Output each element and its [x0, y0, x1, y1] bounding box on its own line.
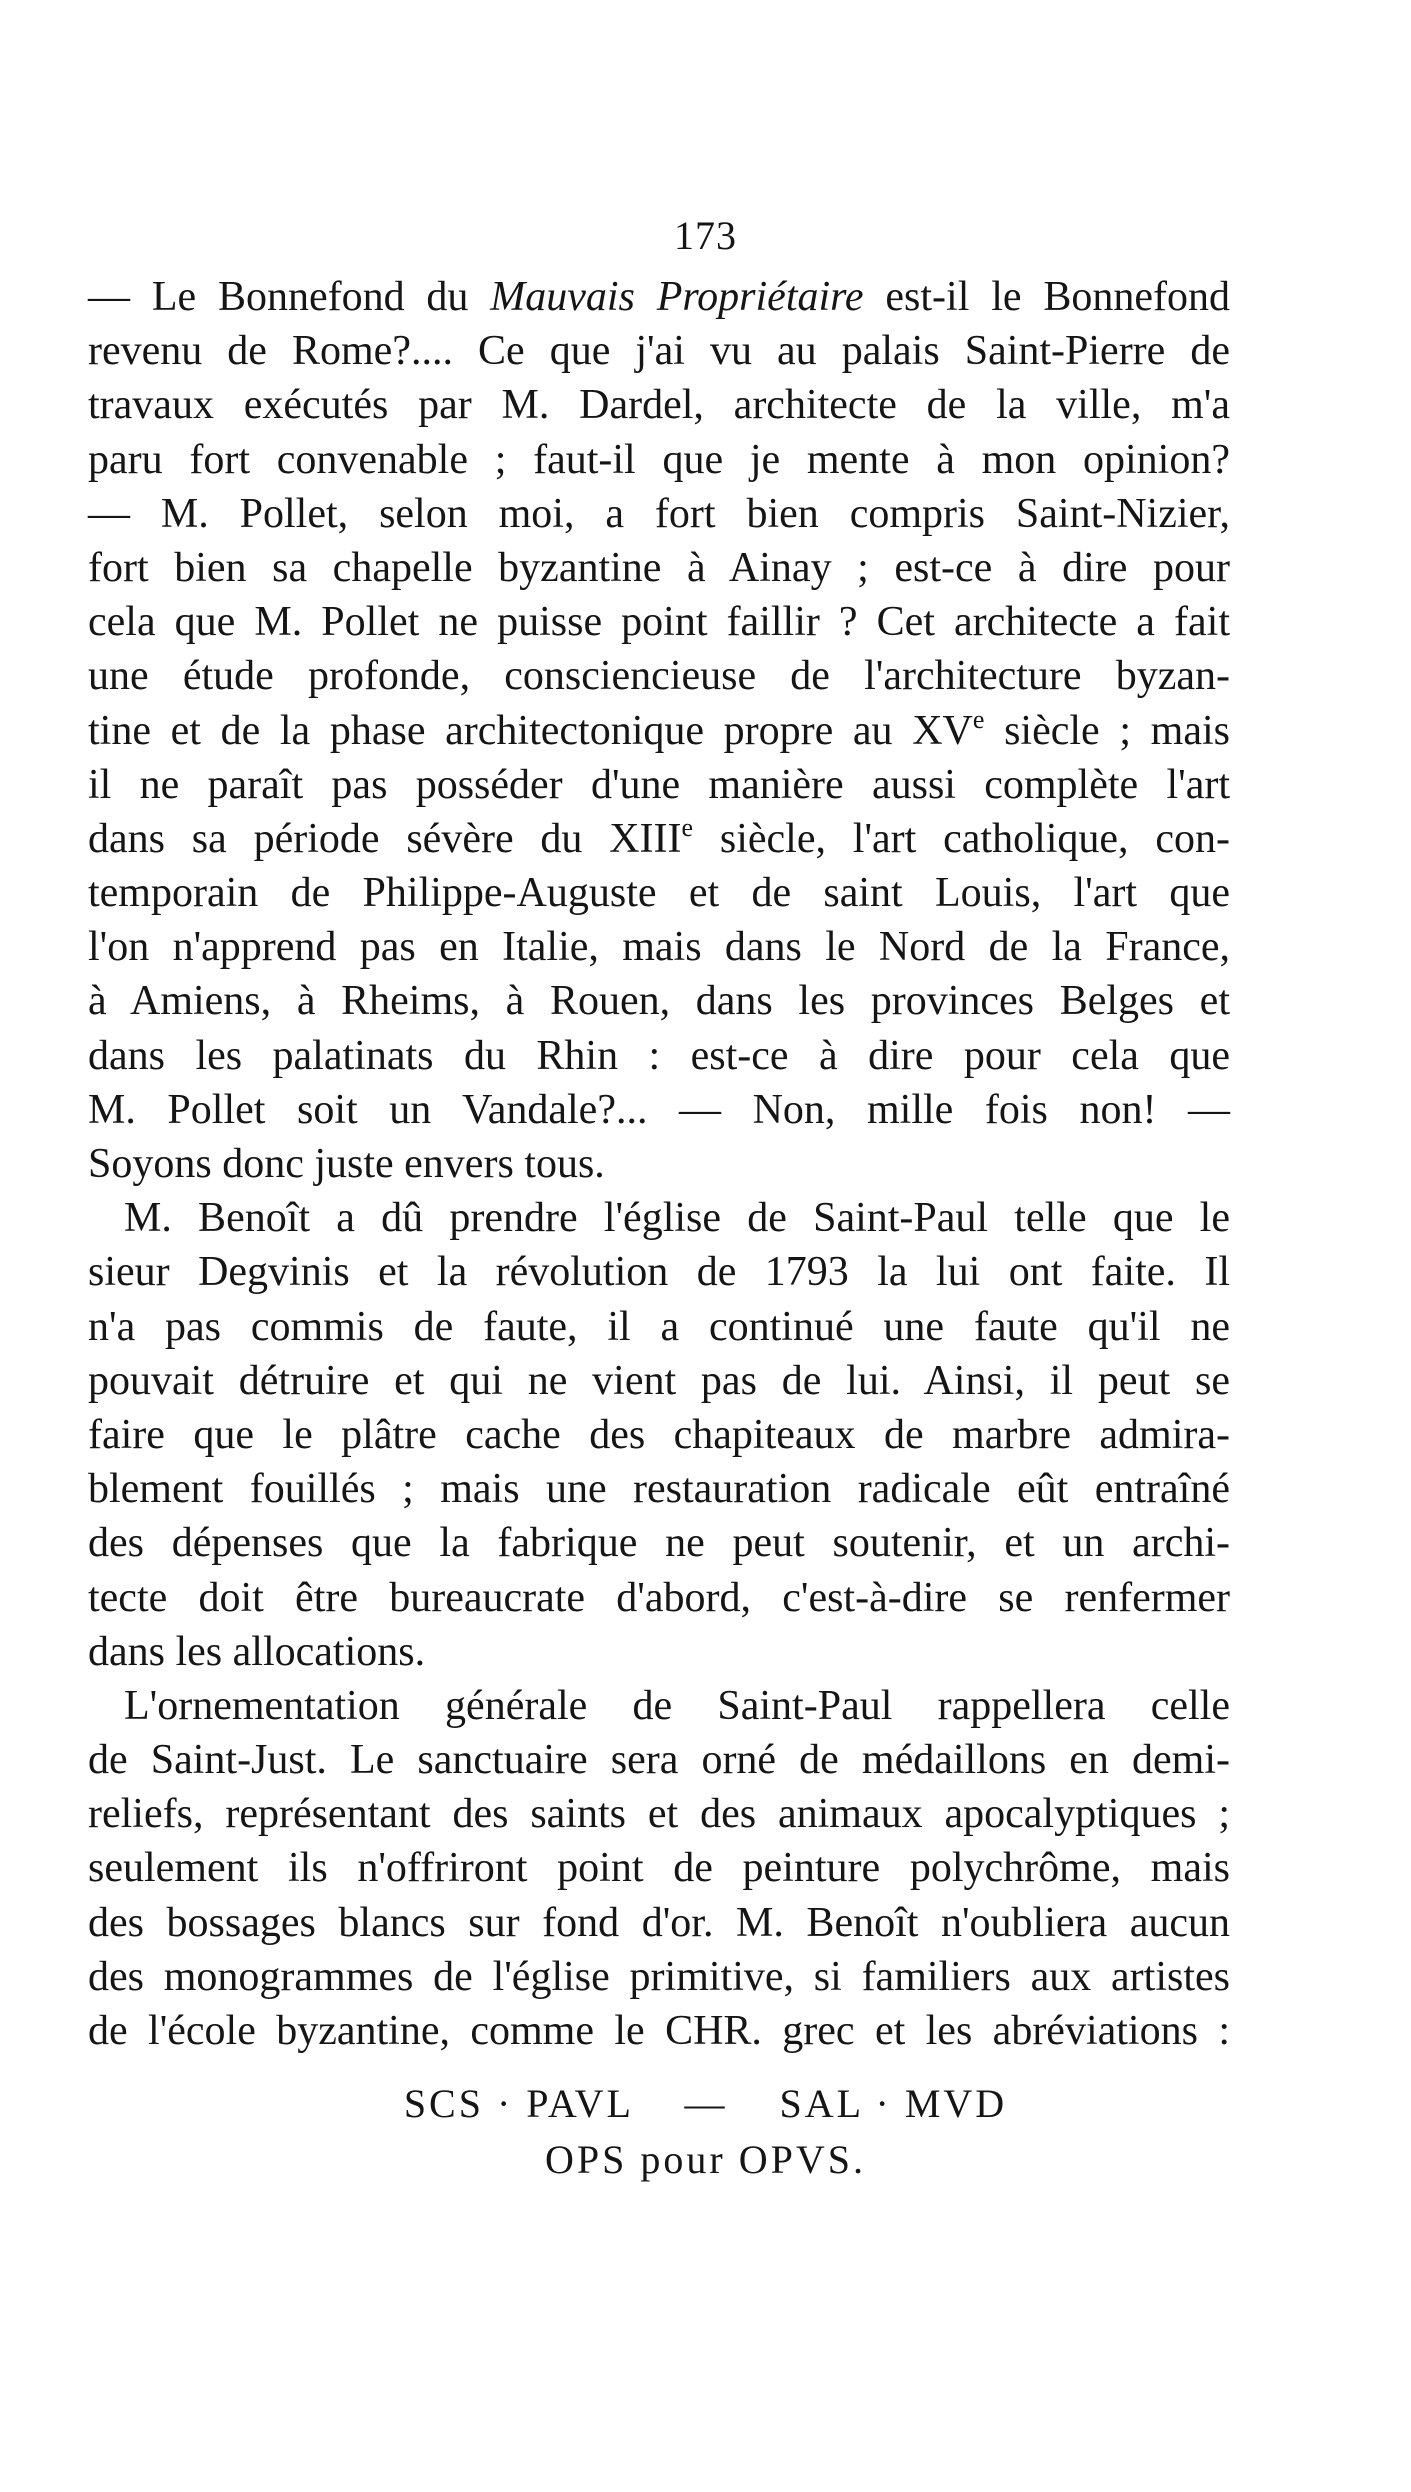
text-line-18: M. Benoît a dû prendre l'église de Saint-Paul telle que le	[124, 1195, 1230, 1242]
text-line-29: reliefs, représentant des saints et des animaux apocalyptiques ;	[88, 1791, 1230, 1838]
text-line-30: seulement ils n'offriront point de peinture polychrôme, mais	[88, 1845, 1230, 1892]
body-text	[88, 270, 1230, 2058]
text-line-7: cela que M. Pollet ne puisse point faillir ? Cet architecte a fait	[88, 599, 1230, 646]
text-line-23: blement fouillés ; mais une restauration radicale eût entraîné	[88, 1466, 1230, 1513]
text-line-10: il ne paraît pas posséder d'une manière aussi complète l'art	[88, 761, 1230, 808]
text-line-33: de l'école byzantine, comme le CHR. grec et les abréviations :	[88, 2008, 1230, 2054]
inscription-line-1: SCS · PAVL — SAL · MVD	[403, 2081, 1008, 2126]
text-segment: tine et de la phase architectonique propre au XV	[88, 707, 973, 754]
text-line-3: travaux exécutés par M. Dardel, architecte de la ville, m'a	[88, 382, 1230, 429]
text-line-31: des bossages blancs sur fond d'or. M. Benoît n'oubliera aucun	[88, 1899, 1230, 1946]
text-line-25: tecte doit être bureaucrate d'abord, c'est-à-dire se renfermer	[88, 1574, 1230, 1621]
text-line-1	[88, 270, 1230, 324]
text-line-9	[88, 704, 1230, 758]
superscript: e	[681, 812, 694, 842]
text-line-12: temporain de Philippe-Auguste et de saint Louis, l'art que	[88, 870, 1230, 917]
text-line-16: M. Pollet soit un Vandale?... — Non, mille fois non! —	[88, 1086, 1230, 1133]
text-line-15: dans les palatinats du Rhin : est-ce à dire pour cela que	[88, 1032, 1230, 1079]
text-segment: — Le Bonnefond du	[88, 274, 491, 320]
text-line-8: une étude profonde, consciencieuse de l'architecture byzan-	[88, 653, 1230, 700]
text-line-11	[88, 812, 1230, 866]
text-segment: siècle ; mais	[984, 707, 1230, 754]
text-line-4: paru fort convenable ; faut-il que je mente à mon opinion?	[88, 436, 1230, 483]
text-line-32: des monogrammes de l'église primitive, si familiers aux artistes	[88, 1953, 1230, 2000]
text-segment: est-il le Bonnefond	[863, 274, 1230, 320]
text-line-6: fort bien sa chapelle byzantine à Ainay ; est-ce à dire pour	[88, 544, 1230, 591]
text-line-2: revenu de Rome?.... Ce que j'ai vu au palais Saint-Pierre de	[88, 328, 1230, 375]
superscript: e	[972, 704, 985, 734]
text-segment: dans sa période sévère du XIII	[88, 815, 682, 862]
text-line-26: dans les allocations.	[88, 1628, 426, 1675]
text-line-22: faire que le plâtre cache des chapiteaux de marbre admira-	[88, 1411, 1230, 1458]
inscription-line-2: OPS pour OPVS.	[545, 2137, 866, 2182]
text-line-24: des dépenses que la fabrique ne peut soutenir, et un archi-	[88, 1520, 1230, 1567]
text-line-19: sieur Degvinis et la révolution de 1793 la lui ont faite. Il	[88, 1249, 1230, 1296]
italic-title: Mauvais Propriétaire	[490, 274, 864, 320]
text-line-21: pouvait détruire et qui ne vient pas de lui. Ainsi, il peut se	[88, 1357, 1230, 1404]
page-number: 173	[674, 213, 737, 258]
text-line-5: — M. Pollet, selon moi, a fort bien compris Saint-Nizier,	[88, 490, 1230, 537]
text-segment: siècle, l'art catholique, con-	[693, 815, 1230, 862]
text-line-17: Soyons donc juste envers tous.	[88, 1141, 605, 1187]
text-line-20: n'a pas commis de faute, il a continué une faute qu'il ne	[88, 1303, 1230, 1350]
text-line-27: L'ornementation générale de Saint-Paul rappellera celle	[124, 1682, 1230, 1729]
text-line-28: de Saint-Just. Le sanctuaire sera orné de médaillons en demi-	[88, 1737, 1230, 1784]
text-line-13: l'on n'apprend pas en Italie, mais dans le Nord de la France,	[88, 924, 1230, 971]
text-line-14: à Amiens, à Rheims, à Rouen, dans les provinces Belges et	[88, 978, 1230, 1025]
